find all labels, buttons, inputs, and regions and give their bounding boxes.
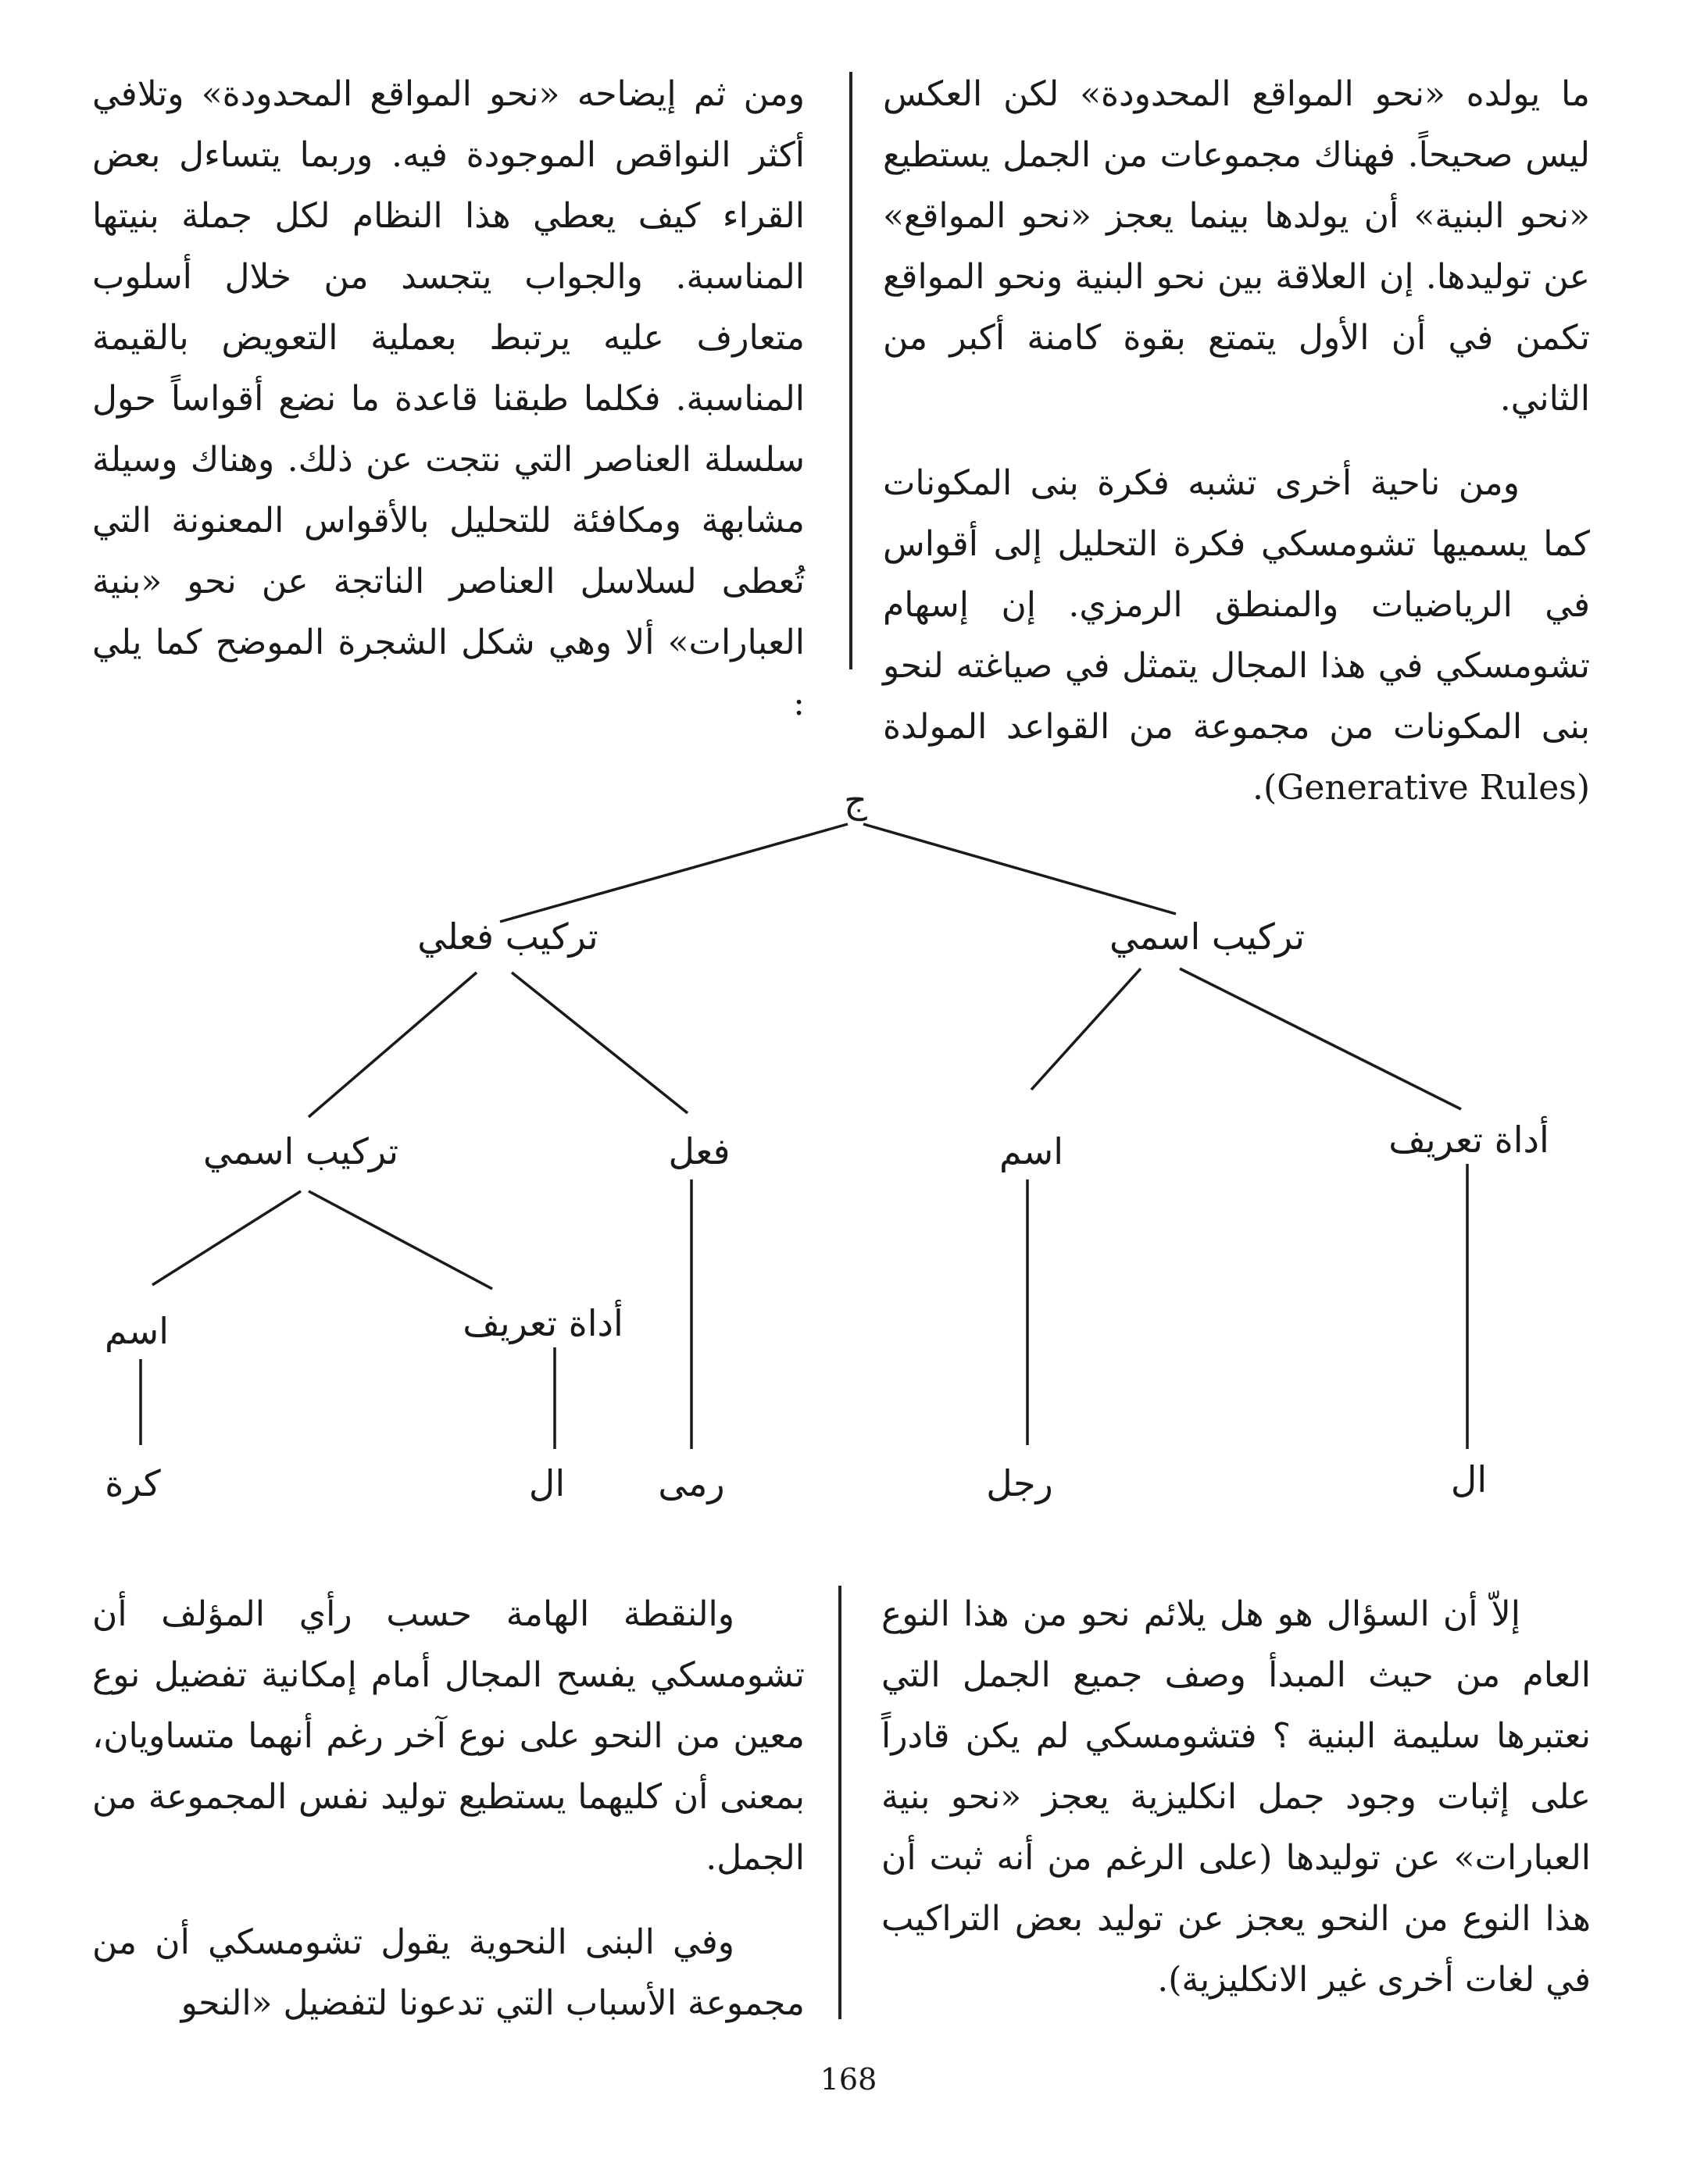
tree-leaf: كرة — [105, 1462, 161, 1504]
paragraph: ومن ناحية أخرى تشبه فكرة بنى المكونات كما يسميها تشومسكي فكرة التحليل إلى أقواس في الرياضيات والمنطق الرمزي. إن إسهام تشومسكي في هذا المجال يتمثل في صياغته لنحو بنى المكونات من مجموعة من القواعد المولدة (Generative Rules). — [883, 463, 1590, 808]
bottom-right-column — [881, 1584, 1591, 2011]
edge-vp-np — [309, 972, 477, 1117]
edge-root-vp — [500, 824, 848, 922]
paragraph: إلاّ أن السؤال هو هل يلائم نحو من هذا النوع العام من حيث المبدأ وصف جميع الجمل التي نعتبرها سليمة البنية ؟ فتشومسكي لم يكن قادراً على إثبات وجود جمل انكليزية يعجز «نحو بنية العبارات» عن توليدها (على الرغم من أنه ثبت أن هذا النوع من النحو يعجز عن توليد بعض التراكيب في لغات أخرى غير الانكليزية). — [881, 1594, 1591, 2000]
edge-np-det — [1180, 969, 1461, 1109]
tree-leaf: ال — [1450, 1458, 1488, 1501]
tree-labels — [105, 779, 1549, 1505]
paragraph: والنقطة الهامة حسب رأي المؤلف أن تشومسكي يفسح المجال أمام إمكانية تفضيل نوع معين من النحو على نوع آخر رغم أنهما متساويان، بمعنى أن كليهما يستطيع توليد نفس المجموعة من الجمل. — [92, 1594, 805, 1878]
paragraph: ومن ثم إيضاحه «نحو المواقع المحدودة» وتلافي أكثر النواقص الموجودة فيه. وربما يتساءل بعض القراء كيف يعطي هذا النظام لكل جملة بنيتها المناسبة. والجواب يتجسد من خلال أسلوب متعارف عليه يرتبط بعملية التعويض بالقيمة المناسبة. فكلما طبقنا قاعدة ما نضع أقواساً حول سلسلة العناصر التي نتجت عن ذلك. وهناك وسيلة مشابهة ومكافئة للتحليل بالأقواس المعنونة التي تُعطى لسلاسل العناصر الناتجة عن نحو «بنية العبارات» ألا وهي شكل الشجرة الموضح كما يلي : — [92, 74, 805, 723]
tree-node-noun-phrase-2: تركيب اسمي — [202, 1130, 399, 1172]
tree-node-root: ج — [844, 779, 867, 821]
edge-np-noun — [1031, 969, 1141, 1090]
tree-node-verb-phrase: تركيب فعلي — [417, 915, 598, 958]
tree-leaf: ال — [528, 1462, 566, 1504]
tree-node-noun: اسم — [999, 1130, 1063, 1172]
page-number: 168 — [820, 2062, 877, 2097]
tree-leaf: رمى — [658, 1462, 725, 1504]
tree-node-verb: فعل — [668, 1130, 731, 1172]
tree-node-noun-2: اسم — [105, 1310, 169, 1352]
edge-vp-verb — [512, 972, 688, 1113]
bottom-left-column — [92, 1584, 805, 2034]
edge-np2-det — [309, 1191, 492, 1289]
paragraph: ما يولده «نحو المواقع المحدودة» لكن العكس ليس صحيحاً. فهناك مجموعات من الجمل يستطيع «نحو البنية» أن يولدها بينما يعجز «نحو المواقع» عن توليدها. إن العلاقة بين نحو البنية ونحو المواقع تكمن في أن الأول يتمتع بقوة كامنة أكبر من الثاني. — [883, 74, 1590, 419]
column-divider — [838, 1586, 841, 2019]
tree-node-determiner: أداة تعريف — [1388, 1119, 1549, 1161]
tree-node-noun-phrase: تركيب اسمي — [1109, 915, 1306, 958]
tree-node-determiner-2: أداة تعريف — [463, 1302, 623, 1344]
paragraph: وفي البنى النحوية يقول تشومسكي أن من مجموعة الأسباب التي تدعونا لتفضيل «النحو — [92, 1922, 805, 2023]
tree-leaf: رجل — [986, 1462, 1053, 1504]
edge-np2-noun — [152, 1191, 301, 1285]
edge-root-np — [863, 824, 1176, 914]
